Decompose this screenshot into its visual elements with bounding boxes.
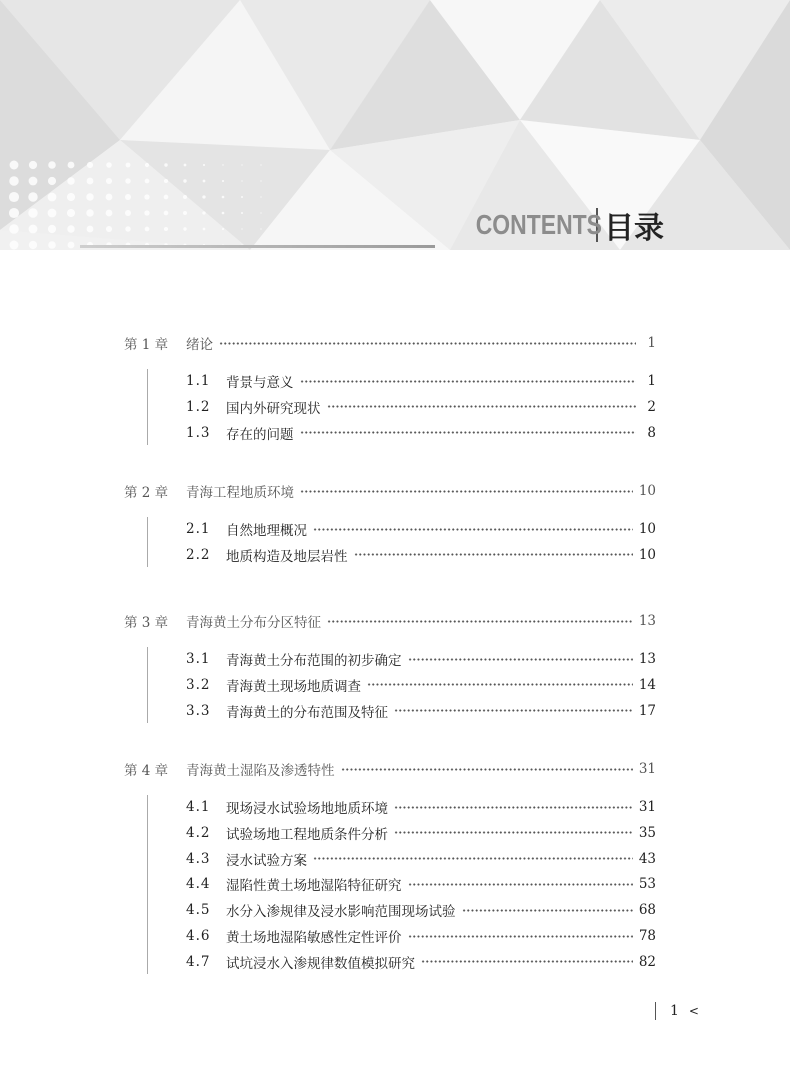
chapter-title: 绪论 <box>186 337 213 353</box>
dot-leader <box>219 342 636 345</box>
section-title: 国内外研究现状 <box>226 400 321 417</box>
chapter-page: 31 <box>638 761 656 777</box>
toc-section-row[interactable] <box>186 874 656 894</box>
toc-section-row[interactable] <box>186 926 656 946</box>
chapter-number: 第 2 章 <box>124 485 169 501</box>
dot-leader <box>462 909 633 912</box>
chapter-number: 第 3 章 <box>124 615 169 631</box>
section-page: 17 <box>638 702 656 719</box>
section-title: 现场浸水试验场地地质环境 <box>226 801 388 817</box>
dot-leader <box>394 831 633 834</box>
toc-chapter-row[interactable] <box>124 611 656 631</box>
dot-leader <box>394 806 633 809</box>
toc-section-row[interactable] <box>186 545 656 565</box>
section-page: 2 <box>647 398 656 415</box>
chapter-title: 青海黄土湿陷及渗透特性 <box>186 763 335 779</box>
dot-leader <box>341 768 633 771</box>
section-title: 水分入渗规律及浸水影响范围现场试验 <box>226 904 456 921</box>
dot-leader <box>300 380 637 383</box>
toc-section-row[interactable] <box>186 519 656 539</box>
section-title: 黄土场地湿陷敏感性定性评价 <box>226 930 402 946</box>
contents-title-en: CONTENTS <box>475 209 602 240</box>
section-number: 2.1 <box>186 521 211 537</box>
section-number: 1.3 <box>186 424 211 441</box>
section-group-rule <box>147 369 148 445</box>
section-number: 4.2 <box>186 824 211 841</box>
dot-leader <box>354 553 633 556</box>
toc-section-row[interactable] <box>186 849 656 869</box>
toc-section-row[interactable] <box>186 397 656 417</box>
arrow-left-icon: < <box>688 1004 699 1018</box>
toc-section-row[interactable] <box>186 423 656 443</box>
section-title: 自然地理概况 <box>226 523 307 539</box>
section-title: 湿陷性黄土场地湿陷特征研究 <box>226 878 402 895</box>
toc-section-row[interactable] <box>186 649 656 669</box>
toc-section-row[interactable] <box>186 371 656 391</box>
section-number: 2.2 <box>186 546 211 563</box>
dot-leader <box>421 960 633 963</box>
section-number: 4.4 <box>186 876 211 893</box>
header-underline <box>80 245 435 248</box>
section-number: 3.3 <box>186 702 211 719</box>
page-number: 1 <box>670 1003 679 1019</box>
section-number: 4.7 <box>186 953 211 970</box>
section-page: 13 <box>638 651 656 667</box>
section-page: 31 <box>638 799 656 815</box>
section-page: 43 <box>638 850 656 867</box>
dot-leader <box>300 431 637 434</box>
chapter-number: 第 1 章 <box>124 337 169 353</box>
chapter-title: 青海工程地质环境 <box>186 485 294 501</box>
toc-section-row[interactable] <box>186 952 656 972</box>
section-title: 背景与意义 <box>226 375 294 391</box>
toc-section-row[interactable] <box>186 823 656 843</box>
section-title: 试坑浸水入渗规律数值模拟研究 <box>226 955 415 972</box>
section-title: 地质构造及地层岩性 <box>226 548 348 565</box>
dot-leader <box>394 709 633 712</box>
chapter-page: 1 <box>647 335 656 351</box>
section-page: 35 <box>638 824 656 841</box>
dot-leader <box>327 405 637 408</box>
section-title: 浸水试验方案 <box>226 852 307 869</box>
chapter-page: 10 <box>638 483 656 499</box>
section-title: 青海黄土分布范围的初步确定 <box>226 653 402 669</box>
section-number: 4.5 <box>186 902 211 919</box>
toc-chapter-row[interactable] <box>124 759 656 779</box>
section-title: 青海黄土的分布范围及特征 <box>226 704 388 721</box>
section-group-rule <box>147 517 148 567</box>
section-group-rule <box>147 647 148 723</box>
chapter-page: 13 <box>638 613 656 629</box>
section-page: 68 <box>638 902 656 919</box>
section-number: 1.1 <box>186 373 211 389</box>
contents-header-banner <box>0 0 790 250</box>
dot-leader <box>408 883 633 886</box>
section-page: 78 <box>638 928 656 944</box>
section-page: 82 <box>638 953 656 970</box>
section-page: 14 <box>638 676 656 693</box>
geometric-background <box>0 0 790 250</box>
page-footer <box>655 1000 699 1022</box>
footer-divider <box>655 1002 656 1020</box>
section-number: 3.1 <box>186 651 211 667</box>
dot-leader <box>408 935 633 938</box>
dot-leader <box>300 490 633 493</box>
toc-section-row[interactable] <box>186 900 656 920</box>
dot-leader <box>408 658 633 661</box>
section-title: 青海黄土现场地质调查 <box>226 678 361 695</box>
dot-leader <box>327 620 633 623</box>
contents-title <box>448 202 664 248</box>
section-page: 1 <box>647 373 656 389</box>
section-page: 10 <box>638 521 656 537</box>
section-page: 53 <box>638 876 656 893</box>
dot-leader <box>367 683 633 686</box>
dot-leader <box>313 857 633 860</box>
toc-section-row[interactable] <box>186 675 656 695</box>
section-number: 4.3 <box>186 850 211 867</box>
toc-section-row[interactable] <box>186 797 656 817</box>
contents-title-cn: 目录 <box>604 211 664 246</box>
section-page: 10 <box>638 546 656 563</box>
section-page: 8 <box>647 424 656 441</box>
chapter-number: 第 4 章 <box>124 763 169 779</box>
toc-chapter-row[interactable] <box>124 333 656 353</box>
chapter-title: 青海黄土分布分区特征 <box>186 615 321 631</box>
section-number: 4.6 <box>186 928 211 944</box>
section-number: 4.1 <box>186 799 211 815</box>
section-number: 3.2 <box>186 676 211 693</box>
section-group-rule <box>147 795 148 974</box>
dot-leader <box>313 528 633 531</box>
toc-section-row[interactable] <box>186 701 656 721</box>
section-title: 试验场地工程地质条件分析 <box>226 826 388 843</box>
section-title: 存在的问题 <box>226 426 294 443</box>
section-number: 1.2 <box>186 398 211 415</box>
toc-chapter-row[interactable] <box>124 481 656 501</box>
